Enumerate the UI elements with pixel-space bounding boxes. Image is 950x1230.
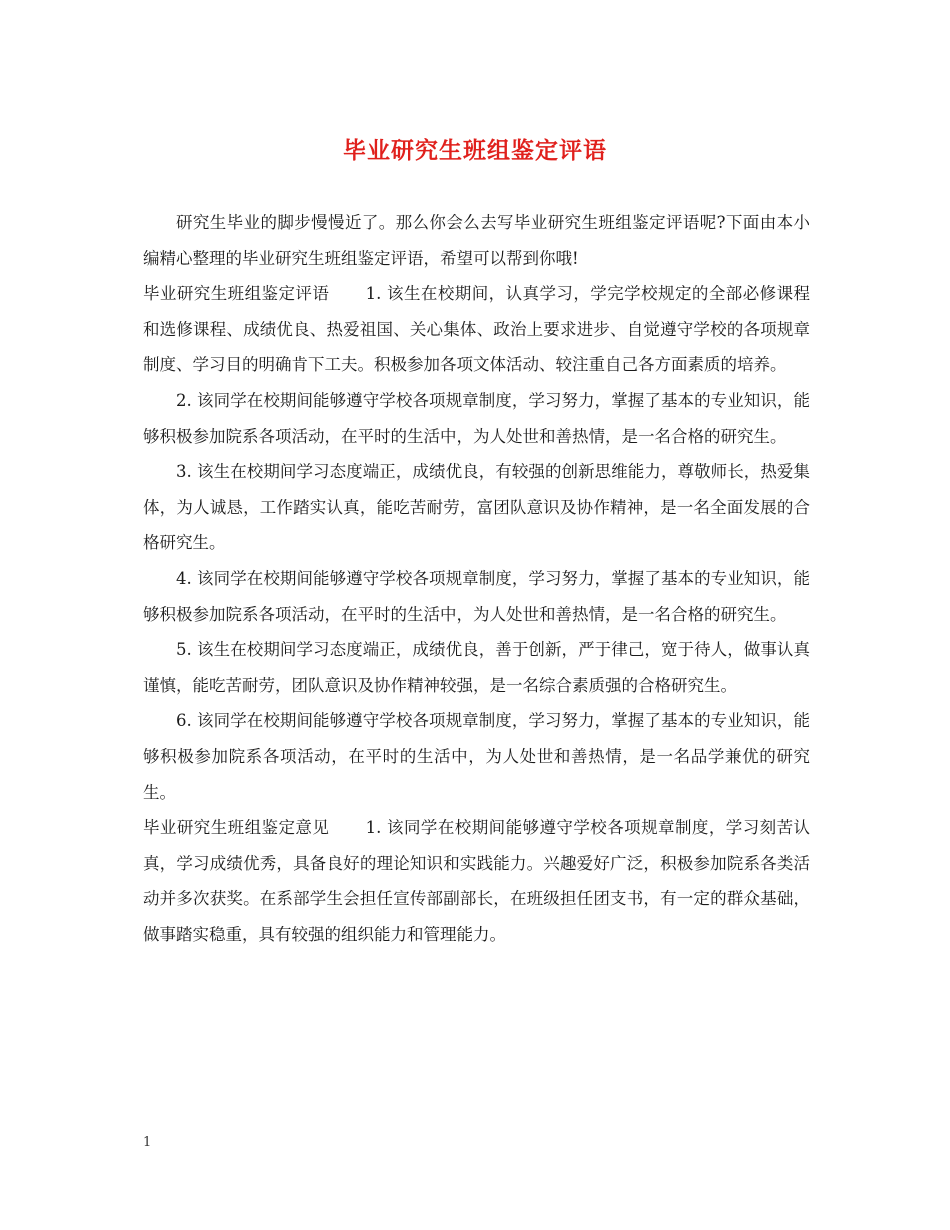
section1-item-2: 2. 该同学在校期间能够遵守学校各项规章制度，学习努力，掌握了基本的专业知识，能够积极参加院系各项活动，在平时的生活中，为人处世和善热情，是一名合格的研究生。 xyxy=(143,390,810,446)
section2-first-paragraph xyxy=(143,810,810,952)
section1-item-3: 3. 该生在校期间学习态度端正，成绩优良，有较强的创新思维能力，尊敬师长，热爱集体，为人诚恳，工作踏实认真，能吃苦耐劳，富团队意识及协作精神，是一名全面发展的合格研究生。 xyxy=(143,462,810,553)
intro-paragraph: 研究生毕业的脚步慢慢近了。那么你会么去写毕业研究生班组鉴定评语呢?下面由本小编精心整理的毕业研究生班组鉴定评语，希望可以帮到你哦! xyxy=(143,213,810,268)
section2-label: 毕业研究生班组鉴定意见 xyxy=(143,818,330,838)
page-number: 1 xyxy=(143,1135,152,1150)
section2-item-1: 1. 该同学在校期间能够遵守学校各项规章制度，学习刻苦认真，学习成绩优秀，具备良好的理论知识和实践能力。兴趣爱好广泛，积极参加院系各类活动并多次获奖。在系部学生会担任宣传部副部长，在班级担任团支书，有一定的群众基础，做事踏实稳重，具有较强的组织能力和管理能力。 xyxy=(143,818,811,944)
section1-item-4: 4. 该同学在校期间能够遵守学校各项规章制度，学习努力，掌握了基本的专业知识，能够积极参加院系各项活动，在平时的生活中，为人处世和善热情，是一名合格的研究生。 xyxy=(143,568,810,624)
section1-label: 毕业研究生班组鉴定评语 xyxy=(143,284,330,304)
section1-first-paragraph xyxy=(143,276,810,383)
document-title: 毕业研究生班组鉴定评语 xyxy=(343,137,607,164)
document-body xyxy=(143,205,810,952)
section1-item-6: 6. 该同学在校期间能够遵守学校各项规章制度，学习努力，掌握了基本的专业知识，能够积极参加院系各项活动，在平时的生活中，为人处世和善热情，是一名品学兼优的研究生。 xyxy=(143,711,810,802)
section1-item-5: 5. 该生在校期间学习态度端正，成绩优良，善于创新，严于律己，宽于待人，做事认真谨慎，能吃苦耐劳，团队意识及协作精神较强，是一名综合素质强的合格研究生。 xyxy=(143,640,810,695)
section1-item-1: 1. 该生在校期间，认真学习，学完学校规定的全部必修课程和选修课程、成绩优良、热爱祖国、关心集体、政治上要求进步、自觉遵守学校的各项规章制度、学习目的明确肯下工夫。积极参加各项文体活动、较注重自己各方面素质的培养。 xyxy=(143,284,811,375)
